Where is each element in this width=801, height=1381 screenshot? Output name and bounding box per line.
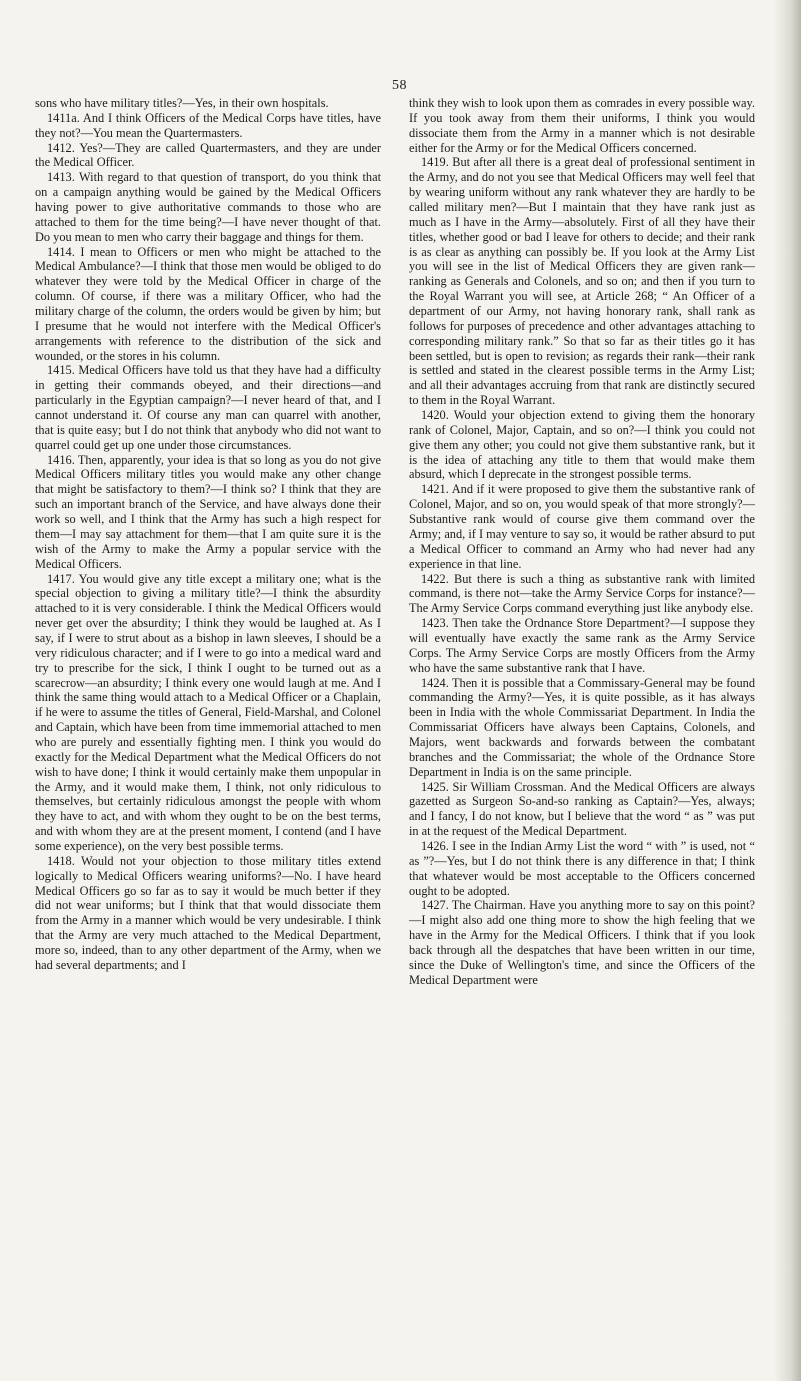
right-column [409, 96, 755, 988]
paragraph: think they wish to look upon them as comrades in every possible way. If you took away from them their uniforms, I think you would dissociate them from the Army in a manner which is not desirable either for the Army or for the Medical Officers concerned. [409, 96, 755, 155]
paragraph: 1411a. And I think Officers of the Medical Corps have titles, have they not?—You mean the Quartermasters. [35, 110, 381, 140]
paragraph: 1418. Would not your objection to those military titles extend logically to Medical Officers wearing uniforms?—No. I have heard Medical Officers go so far as to say it would be much better if they did not wear uniforms; but I think that that would dissociate them from the Army in a manner which would be very undesirable. I think that the Army are very much attached to the Medical Department, more so, indeed, than to any other department of the Army, when we had several departments; and I [35, 853, 381, 972]
paragraph: 1419. But after all there is a great deal of professional sentiment in the Army, and do not you see that Medical Officers may well feel that by wearing uniform without any rank whatever they are hardly to be called military men?—But I maintain that they have rank just as much as I have in the Army—absolutely. First of all they have their titles, whether good or bad I leave for others to decide; and their rank is as clear as anything can possibly be. If you look at the Army List you will see in the list of Medical Officers they are given rank—ranking as Generals and Colonels, and so on; and then if you turn to the Royal Warrant you will see, at Article 268; “ An Officer of a department of our Army, not having honorary rank, shall rank as follows for purposes of precedence and other advantages attaching to corresponding military rank.” So that so far as their titles go it has been settled, but is open to revision; as regards their rank—their rank is settled and stated in the clearest possible terms in the Army List; and all their advantages accruing from that rank are distinctly secured to them in the Royal Warrant. [409, 155, 755, 408]
paragraph: 1416. Then, apparently, your idea is that so long as you do not give Medical Officers military titles you would make any other change that might be satisfactory to them?—I think so? I think that they are such an important branch of the Service, and have always done their work so well, and I think that the Army has such a high respect for them—I may say attachment for them—that I am quite sure it is the wish of the Army to make the Army a popular service with the Medical Officers. [35, 452, 381, 571]
paragraph: 1420. Would your objection extend to giving them the honorary rank of Colonel, Major, Captain, and so on?—I think you could not give them any other; you could not give them substantive rank, but it is the idea of attaching any title to them that would make them absurd, which I deprecate in the strongest possible terms. [409, 408, 755, 482]
paragraph: 1415. Medical Officers have told us that they have had a difficulty in getting their commands obeyed, and their directions—and particularly in the Egyptian campaign?—I never heard of that, and I cannot understand it. Of course any man can quarrel with another, that is quite easy; but I do not think that anybody who did not want to quarrel could get up one under those circumstances. [35, 363, 381, 452]
paragraph: 1413. With regard to that question of transport, do you think that on a campaign anything would be gained by the Medical Officers having power to give authoritative commands to those who are attached to them for the time being?—I have never thought of that. Do you mean to men who carry their baggage and things for them. [35, 170, 381, 244]
page-number: 58 [392, 78, 407, 93]
paragraph: 1424. Then it is possible that a Commissary-General may be found commanding the Army?—Yes, it is quite possible, as it has always been in India with the whole Commissariat Department. In India the Commissariat Officers have always been Captains, Colonels, and Majors, went backwards and forwards between the combatant branches and the Commissariat; the whole of the Ordnance Store Department in India is on the same principle. [409, 675, 755, 779]
paragraph: 1412. Yes?—They are called Quartermasters, and they are under the Medical Officer. [35, 140, 381, 170]
paragraph: 1427. The Chairman. Have you anything more to say on this point?—I might also add one thing more to show the high feeling that we have in the Army for the Medical Officers. I think that if you look back through all the despatches that have been written in our time, since the Duke of Wellington's time, and since the Officers of the Medical Department were [409, 898, 755, 987]
paragraph: 1425. Sir William Crossman. And the Medical Officers are always gazetted as Surgeon So-and-so ranking as Captain?—Yes, always; and I fancy, I do not know, but I believe that the word “ as ” was put in at the request of the Medical Department. [409, 779, 755, 839]
left-column [35, 96, 381, 973]
paragraph: 1417. You would give any title except a military one; what is the special objection to giving a military title?—I think the absurdity attached to it is very considerable. I think the Medical Officers would never get over the absurdity; I think they would be laughed at. As I say, if I were to strut about as a bishop in lawn sleeves, I should be a very ridiculous character; and if I were to go into a medical ward and try to prescribe for the sick, I think I ought to be turned out as a scarecrow—an absurdity; I think every one would laugh at me. And I think the same thing would attach to a Medical Officer or a Chaplain, if he were to assume the titles of General, Field-Marshal, and Colonel and Captain, which have been from time immemorial attached to men who are purely and essentially fighting men. I think you would do exactly for the Medical Department what the Medical Officers do not wish to have done; I think it would certainly make them unpopular in the Army, and it would make them, I think, not only ridiculous to themselves, but certainly ridiculous amongst the people with whom they have to act, and with whom they ought to be on the best terms, and with whom they are at the present moment, I contend (and I have some experience), on the very best possible terms. [35, 571, 381, 853]
page-edge-shadow [775, 0, 801, 1381]
paragraph: sons who have military titles?—Yes, in their own hospitals. [35, 96, 329, 110]
paragraph: 1426. I see in the Indian Army List the word “ with ” is used, not “ as ”?—Yes, but I do not think there is any difference in that; I think that whatever would be most acceptable to the Officers concerned ought to be adopted. [409, 838, 755, 898]
paragraph: 1423. Then take the Ordnance Store Department?—I suppose they will eventually have exactly the same rank as the Army Service Corps. The Army Service Corps are mostly Officers from the Army who have the same substantive rank that I have. [409, 616, 755, 675]
paragraph: 1414. I mean to Officers or men who might be attached to the Medical Ambulance?—I think that those men would be obliged to do whatever they were told by the Medical Officer in charge of the column. Of course, if there was a military Officer, who had the military charge of the column, the orders would be given by him; but I presume that he would not interfere with the Medical Officer's arrangements with reference to the distribution of the sick and wounded, or the stores in his column. [35, 244, 381, 363]
paragraph: 1422. But there is such a thing as substantive rank with limited command, is there not—take the Army Service Corps for instance?—The Army Service Corps command everything just like anybody else. [409, 571, 755, 616]
paragraph: 1421. And if it were proposed to give them the substantive rank of Colonel, Major, and so on, you would speak of that more strongly?—Substantive rank would of course give them command over the Army; and, if I may venture to say so, it would be rather absurd to put a Medical Officer to command an Army who had never had any experience in that line. [409, 482, 755, 571]
